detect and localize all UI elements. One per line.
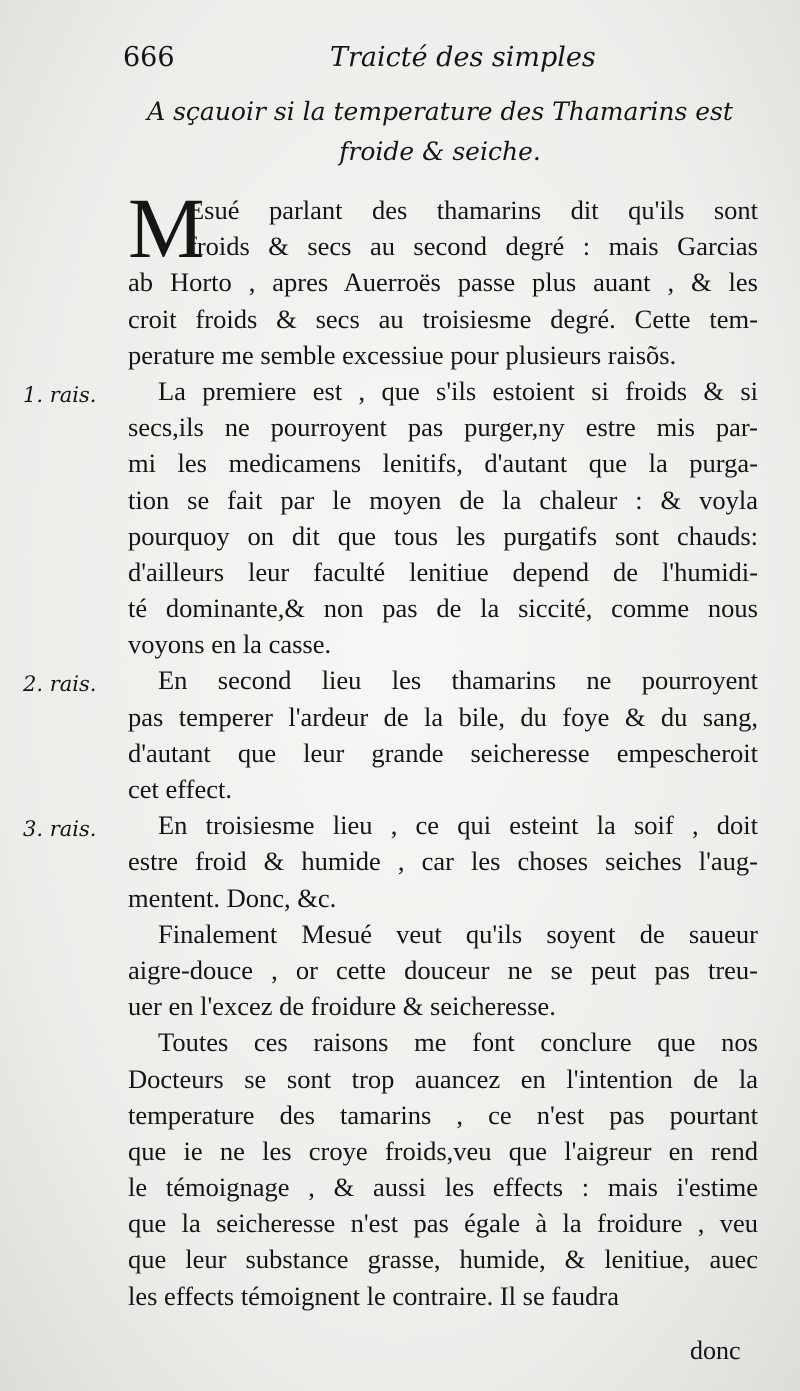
text-line: Toutes ces raisons me font conclure que nos [158, 1027, 758, 1058]
text-line: froids & secs au second degré : mais Garcias [188, 231, 758, 262]
text-line: uer en l'excez de froidure & seicheresse. [128, 991, 556, 1022]
text-line: cet effect. [128, 774, 232, 804]
text-line: té dominante,& non pas de la siccité, comme nous [128, 593, 758, 624]
text-line: voyons en la casse. [128, 629, 332, 660]
text-line: Docteurs se sont trop auancez en l'intention de la [128, 1063, 758, 1094]
paragraph [23, 373, 758, 663]
margin-note: 1. rais. [23, 382, 97, 407]
text-line: croit froids & secs au troisiesme degré. Cette tem- [128, 303, 758, 334]
running-title: Traicté des simples [330, 42, 596, 73]
paragraph [128, 1024, 758, 1314]
text-line: d'autant que leur grande seicheresse empescheroit [128, 737, 758, 768]
text-line: La premiere est , que s'ils estoient si froids & si [158, 375, 758, 406]
text-line: Esué parlant des thamarins dit qu'ils sont [188, 195, 758, 225]
catchword: donc [690, 1336, 741, 1365]
heading-line-1: A sçauoir si la temperature des Thamarins est [147, 97, 733, 126]
text-line: mentent. Donc, &c. [128, 882, 337, 913]
page-header [0, 42, 800, 82]
text-line: que la seicheresse n'est pas égale à la froidure , veu [128, 1208, 758, 1239]
text-line: estre froid & humide , car les choses seiches l'aug- [128, 846, 758, 877]
paragraph [128, 180, 758, 373]
text-line: que leur substance grasse, humide, & lenitiue, auec [128, 1244, 758, 1275]
page-number: 666 [123, 42, 175, 73]
section-heading [120, 92, 760, 172]
text-line: perature me semble excessiue pour plusieurs raisõs. [128, 339, 677, 370]
text-line: tion se fait par le moyen de la chaleur : & voyla [128, 484, 758, 515]
text-line: pourquoy on dit que tous les purgatifs sont chauds: [128, 520, 758, 551]
paragraph [23, 662, 758, 807]
text-line: Finalement Mesué veut qu'ils soyent de saueur [158, 918, 758, 949]
drop-cap: M [128, 180, 205, 276]
text-line: secs,ils ne pourroyent pas purger,ny estre mis par- [128, 412, 758, 443]
body-text [23, 180, 758, 1314]
text-line: d'ailleurs leur faculté lenitiue depend de l'humidi- [128, 556, 758, 587]
text-line: En troisiesme lieu , ce qui esteint la soif , doit [158, 810, 758, 841]
text-line: temperature des tamarins , ce n'est pas pourtant [128, 1099, 758, 1130]
margin-note: 2. rais. [23, 672, 97, 697]
paragraph [23, 807, 758, 916]
text-line: que ie ne les croye froids,veu que l'aigreur en rend [128, 1135, 758, 1166]
text-line: les effects témoignent le contraire. Il se faudra [128, 1280, 620, 1311]
text-line: aigre-douce , or cette douceur ne se peut pas treu- [128, 954, 758, 985]
text-line: mi les medicamens lenitifs, d'autant que la purga- [128, 448, 758, 479]
margin-note: 3. rais. [23, 817, 97, 842]
text-line: le témoignage , & aussi les effects : mais i'estime [128, 1172, 758, 1203]
paragraph [128, 916, 758, 1025]
heading-line-2: froide & seiche. [339, 137, 541, 166]
text-line: ab Horto , apres Auerroës passe plus auant , & les [128, 267, 758, 298]
text-line: En second lieu les thamarins ne pourroyent [158, 665, 758, 696]
text-line: pas temperer l'ardeur de la bile, du foye & du sang, [128, 701, 758, 732]
